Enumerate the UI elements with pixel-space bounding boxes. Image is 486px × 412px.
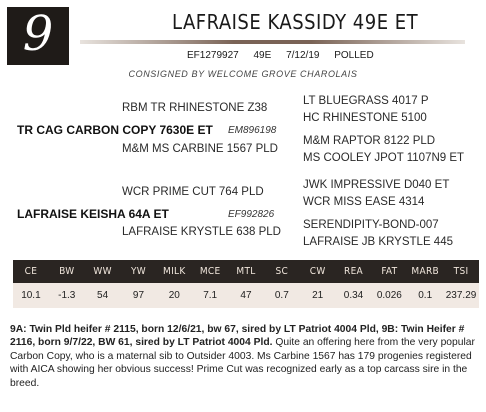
epd-header-ce: CE — [24, 266, 38, 277]
dam-reg: EF992826 — [228, 209, 275, 220]
epd-value-ce: 10.1 — [21, 290, 41, 301]
epd-value-bw: -1.3 — [58, 290, 76, 301]
epd-header-sc: SC — [275, 266, 289, 277]
dam-name: LAFRAISE KEISHA 64A ET — [17, 207, 169, 221]
polled-status: POLLED — [334, 50, 374, 61]
animal-title: LAFRAISE KASSIDY 49E ET — [172, 10, 419, 34]
registration-number: EF1279927 — [187, 50, 239, 61]
epd-value-mce: 7.1 — [203, 290, 218, 301]
sire-sire-sire: LT BLUEGRASS 4017 P — [303, 95, 429, 107]
sire-name: TR CAG CARBON COPY 7630E ET — [17, 123, 213, 137]
lot-description-text: Quite an offering here from the very popular Carbon Copy, who is a maternal sib to Outsider 4003. Ms Carbine 1567 has 179 progenies registered with AICA showing her obvious success! Prime Cut was recognized early as a top carcass sire in the breed. — [10, 337, 475, 389]
lot-description-bold: 9A: Twin Pld heifer # 2115, born 12/6/21, bw 67, sired by LT Patriot 4004 Pld, 9B: Twin Heifer # 2116, born 9/7/22, BW 61, sired by LT Patriot 4004 Pld. — [10, 324, 465, 349]
sire-sire-dam: HC RHINESTONE 5100 — [303, 112, 427, 124]
epd-header-bw: BW — [59, 266, 75, 277]
epd-value-milk: 20 — [168, 290, 180, 301]
consignor-line: CONSIGNED BY WELCOME GROVE CHAROLAIS — [128, 69, 358, 79]
epd-header-yw: YW — [130, 266, 146, 277]
epd-header-milk: MILK — [163, 266, 186, 277]
title-divider — [80, 40, 465, 44]
dam-sire-sire: JWK IMPRESSIVE D040 ET — [303, 179, 450, 191]
epd-value-marb: 0.1 — [418, 290, 433, 301]
epd-header-ww: WW — [93, 266, 112, 277]
epd-value-cw: 21 — [312, 290, 324, 301]
tattoo: 49E — [253, 50, 272, 61]
sire-dam: M&M MS CARBINE 1567 PLD — [122, 143, 278, 155]
epd-header-mtl: MTL — [236, 266, 256, 277]
birth-date: 7/12/19 — [286, 50, 320, 61]
epd-value-tsi: 237.29 — [445, 290, 477, 301]
epd-value-ww: 54 — [97, 290, 109, 301]
epd-header-row — [13, 260, 479, 283]
lot-number: 9 — [22, 6, 54, 62]
sire-reg: EM896198 — [228, 125, 277, 136]
epd-header-fat: FAT — [381, 266, 398, 277]
dam-sire: WCR PRIME CUT 764 PLD — [122, 186, 264, 198]
sire-dam-dam: MS COOLEY JPOT 1107N9 ET — [303, 152, 465, 164]
lot-description — [10, 323, 478, 390]
epd-header-cw: CW — [309, 266, 326, 277]
epd-value-rea: 0.34 — [343, 290, 364, 301]
epd-header-tsi: TSI — [453, 266, 469, 277]
epd-header-marb: MARB — [411, 266, 439, 277]
epd-value-fat: 0.026 — [376, 290, 402, 301]
sire-sire: RBM TR RHINESTONE Z38 — [122, 102, 268, 114]
epd-value-yw: 97 — [132, 290, 145, 301]
registration-line — [187, 50, 384, 61]
epd-header-mce: MCE — [199, 266, 221, 277]
sire-dam-sire: M&M RAPTOR 8122 PLD — [303, 135, 436, 147]
epd-header-rea: REA — [344, 266, 364, 277]
lot-number-badge — [7, 7, 69, 65]
dam-sire-dam: WCR MISS EASE 4314 — [303, 196, 425, 208]
epd-value-sc: 0.7 — [274, 290, 289, 301]
dam-dam-dam: LAFRAISE JB KRYSTLE 445 — [303, 236, 453, 248]
epd-value-row — [13, 283, 479, 308]
epd-value-mtl: 47 — [240, 290, 252, 301]
epd-table — [13, 260, 479, 308]
dam-dam: LAFRAISE KRYSTLE 638 PLD — [122, 226, 281, 238]
dam-dam-sire: SERENDIPITY-BOND-007 — [303, 219, 439, 231]
